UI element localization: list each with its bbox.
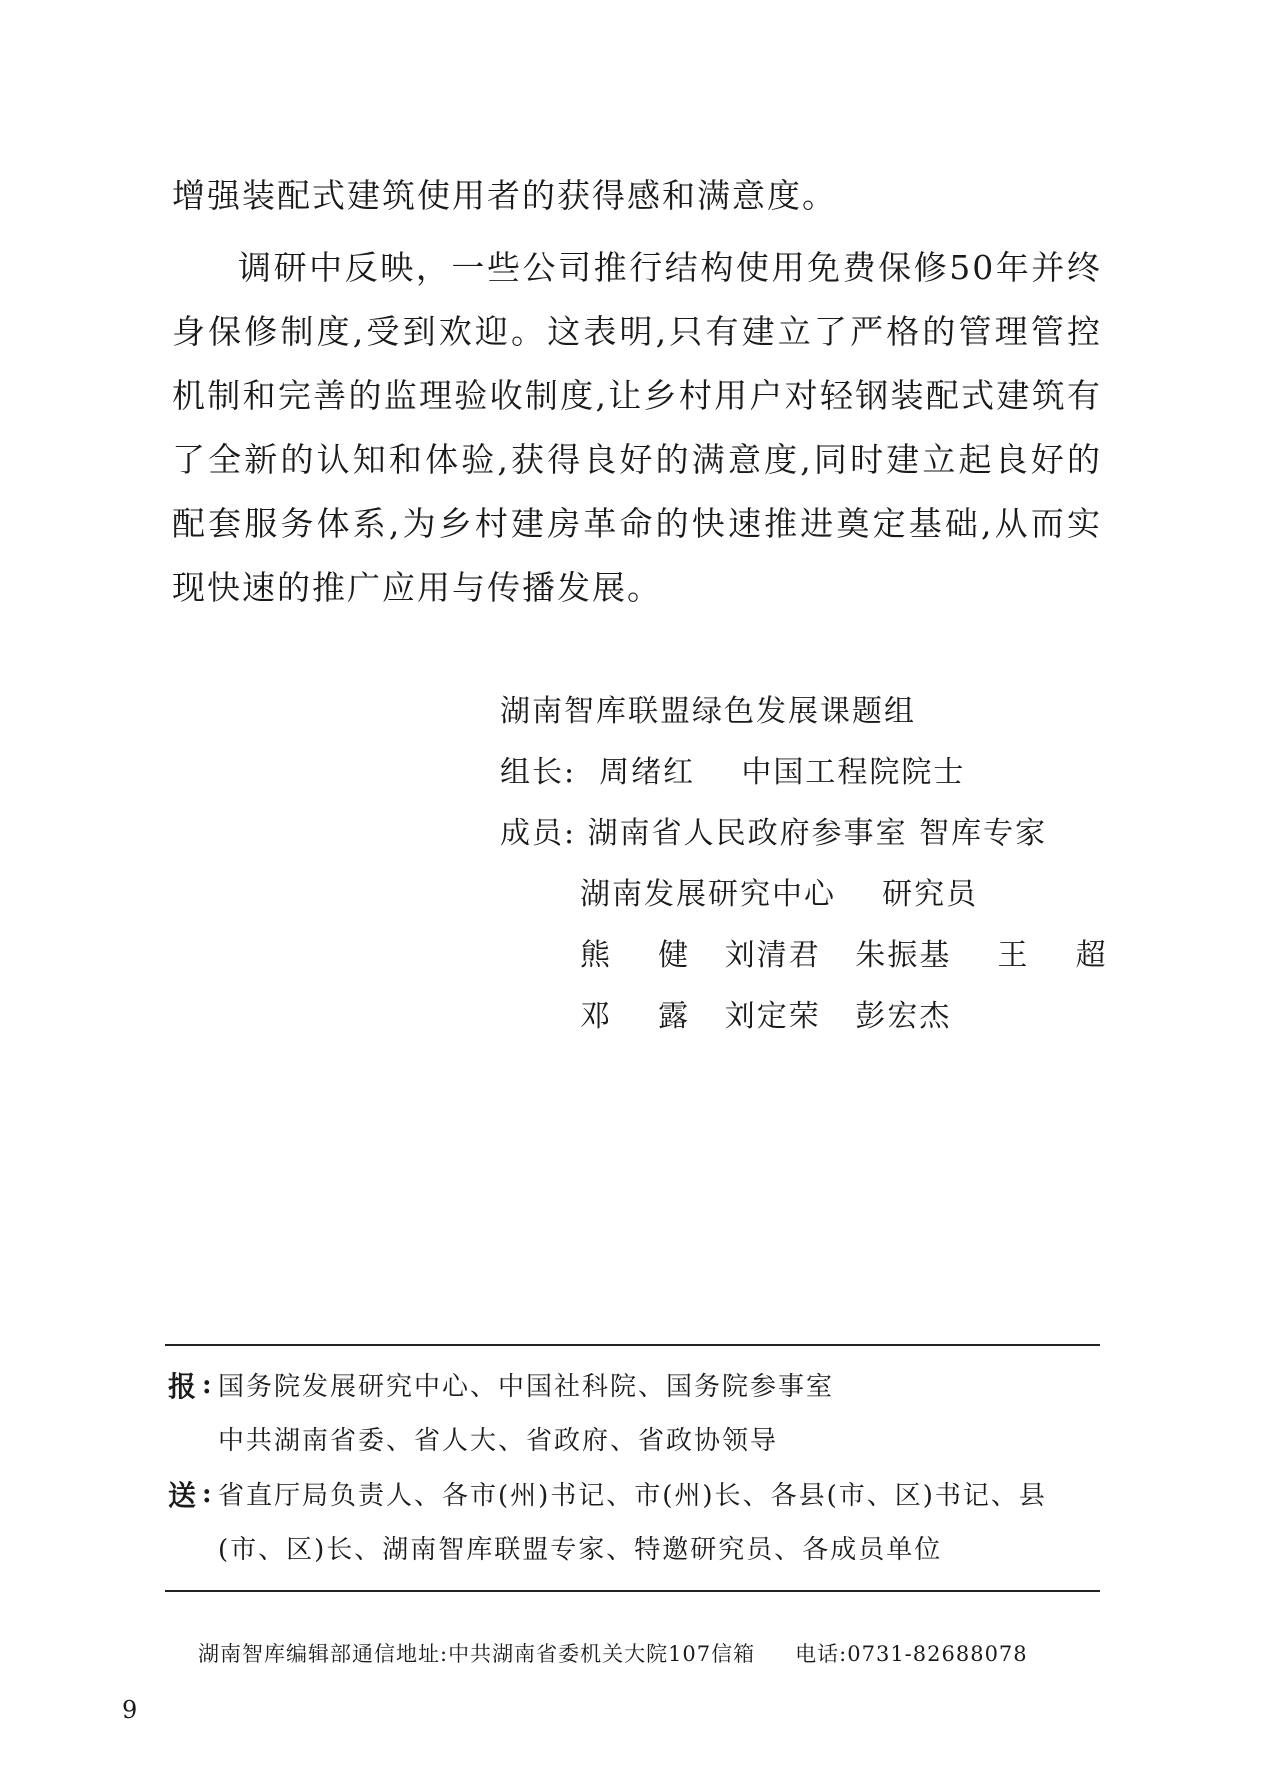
report-colon: : <box>202 1370 212 1400</box>
send-colon: : <box>202 1479 212 1509</box>
body-paragraph-2: 调研中反映，一些公司推行结构使用免费保修50年并终身保修制度,受到欢迎。这表明,只有建立了严格的管理管控机制和完善的监理验收制度,让乡村用户对轻钢装配式建筑有了全新的认知和体验,获得良好的满意度,同时建立起良好的配套服务体系,为乡村建房革命的快速推进奠定基础,从而实现快速的推广应用与传播发展。 <box>172 248 1102 607</box>
report-recipients-line-1: 国务院发展研究中心、中国社科院、国务院参事室 <box>218 1372 835 1402</box>
footer-address: 湖南智库编辑部通信地址:中共湖南省委机关大院107信箱 <box>198 1642 756 1666</box>
signature-members-line-1: 成员: 湖南省人民政府参事室 智库专家 <box>500 816 1048 851</box>
signature-leader: 组长: 周绪红 中国工程院院士 <box>500 755 966 790</box>
footer <box>198 1638 1028 1668</box>
top-divider <box>165 1344 1100 1346</box>
signature-members-line-3: 熊 健 刘清君 朱振基 王 超 <box>580 938 1108 973</box>
bottom-divider <box>165 1590 1100 1592</box>
signature-group: 湖南智库联盟绿色发展课题组 <box>500 694 916 729</box>
signature-members-line-4: 邓 露 刘定荣 彭宏杰 <box>580 999 952 1034</box>
signature-members-line-2: 湖南发展研究中心 研究员 <box>580 877 979 912</box>
report-recipients-line-2: 中共湖南省委、省人大、省政府、省政协领导 <box>218 1426 779 1456</box>
page-number: 9 <box>122 1696 138 1724</box>
body-paragraph-1: 增强装配式建筑使用者的获得感和满意度。 <box>172 176 837 215</box>
send-recipients-line-1: 省直厅局负责人、各市(州)书记、市(州)长、各县(市、区)书记、县 <box>218 1481 1047 1511</box>
report-label: 报 <box>168 1370 197 1403</box>
send-recipients-line-2: (市、区)长、湖南智库联盟专家、特邀研究员、各成员单位 <box>218 1535 943 1565</box>
footer-phone: 电话:0731-82688078 <box>795 1642 1028 1666</box>
send-label: 送 <box>168 1479 197 1512</box>
